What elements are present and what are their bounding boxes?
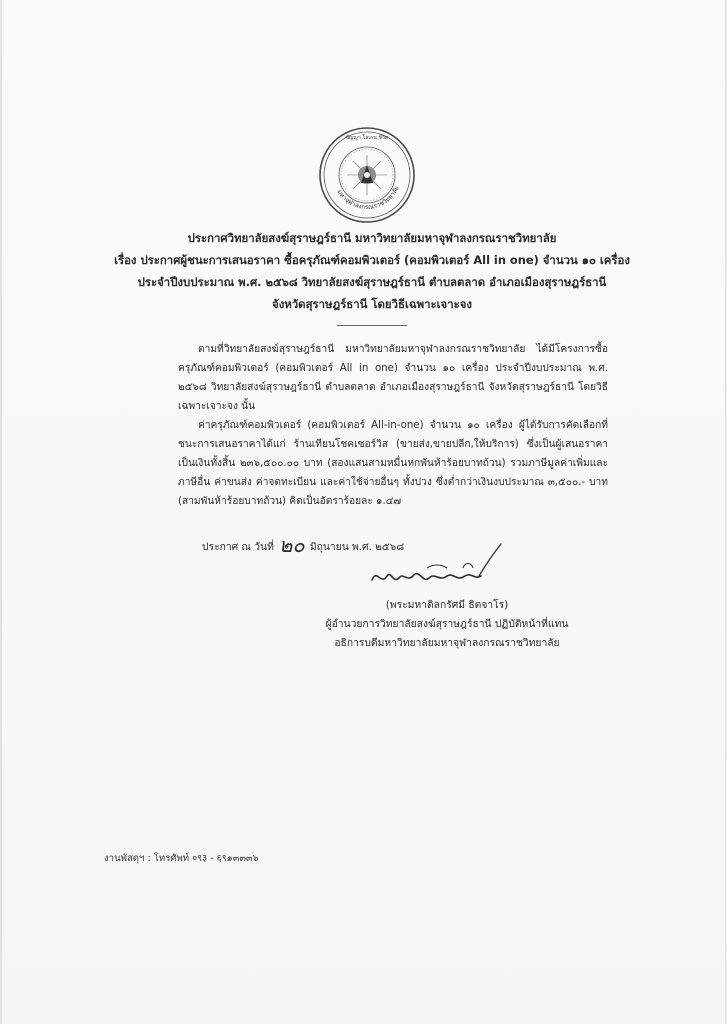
heading-line-1: ประกาศวิทยาลัยสงฆ์สุราษฎร์ธานี มหาวิทยาลัยมหาจุฬาลงกรณราชวิทยาลัย (187, 231, 557, 245)
university-seal (317, 125, 417, 225)
heading-line-2: เรื่อง ประกาศผู้ชนะการเสนอราคา ซื้อครุภัณฑ์คอมพิวเตอร์ (คอมพิวเตอร์ All in one) จำนวน ๑๐ เครื่อง (114, 253, 630, 267)
heading-line-4: จังหวัดสุราษฎร์ธานี โดยวิธีเฉพาะเจาะจง (272, 297, 472, 311)
signer-position-1: ผู้อำนวยการวิทยาลัยสงฆ์สุราษฎร์ธานี ปฏิบัติหน้าที่แทน (325, 618, 569, 630)
seal-top-text: ปัญญา โลเกน ชีวิต (345, 135, 389, 141)
heading-divider (337, 325, 407, 326)
date-day-handwritten: ๒๐ (279, 533, 305, 557)
date-month-year: มิถุนายน พ.ศ. ๒๕๖๘ (309, 541, 405, 553)
date-prefix: ประกาศ ณ วันที่ (202, 541, 274, 553)
signer-position-2: อธิการบดีมหาวิทยาลัยมหาจุฬาลงกรณราชวิทยาลัย (334, 637, 560, 649)
body-paragraph-1: ตามที่วิทยาลัยสงฆ์สุราษฎร์ธานี มหาวิทยาลัยมหาจุฬาลงกรณราชวิทยาลัย ได้มีโครงการซื้อครุภัณฑ์คอมพิวเตอร์ (คอมพิวเตอร์ All in one) จำนวน ๑๐ เครื่อง ประจำปีงบประมาณ พ.ศ. ๒๕๖๘ วิทยาลัยสงฆ์สุราษฎร์ธานี ตำบลตลาด อำเภอเมืองสุราษฎร์ธานี จังหวัดสุราษฎร์ธานี โดยวิธีเฉพาะเจาะจง นั้น (178, 344, 608, 412)
body-paragraph-2: ค่าครุภัณฑ์คอมพิวเตอร์ (คอมพิวเตอร์ All-in-one) จำนวน ๑๐ เครื่อง ผู้ได้รับการคัดเลือกที่ชนะการเสนอราคาได้แก่ ร้านเทียนโชคเซอร์วิส (ขายส่ง,ขายปลีก,ให้บริการ) ซึ่งเป็นผู้เสนอราคาเป็นเงินทั้งสิ้น ๒๓๖,๕๐๐.๐๐ บาท (สองแสนสามหมื่นหกพันห้าร้อยบาทถ้วน) รวมภาษีมูลค่าเพิ่มและภาษีอื่น ค่าขนส่ง ค่าจดทะเบียน และค่าใช้จ่ายอื่นๆ ทั้งปวง ซึ่งต่ำกว่าเงินงบประมาณ ๓,๕๐๐.- บาท (สามพันห้าร้อยบาทถ้วน) คิดเป็นอัตราร้อยละ ๑.๔๗ (178, 420, 608, 507)
footer-contact: งานพัสดุฯ : โทรศัพท์ ०९३ - ६९๑๓๓๓๖ (104, 853, 259, 864)
handwritten-signature (367, 538, 517, 598)
announcement-body (178, 340, 608, 511)
seal-ring-text: มหาจุฬาลงกรณราชวิทยาลัย (335, 185, 401, 212)
heading-line-3: ประจำปีงบประมาณ พ.ศ. ๒๕๖๘ วิทยาลัยสงฆ์สุราษฎร์ธานี ตำบลตลาด อำเภอเมืองสุราษฎร์ธานี (137, 275, 607, 289)
signer-name: (พระมหาดิลกรัศมี ธิตจาโร) (385, 599, 509, 611)
